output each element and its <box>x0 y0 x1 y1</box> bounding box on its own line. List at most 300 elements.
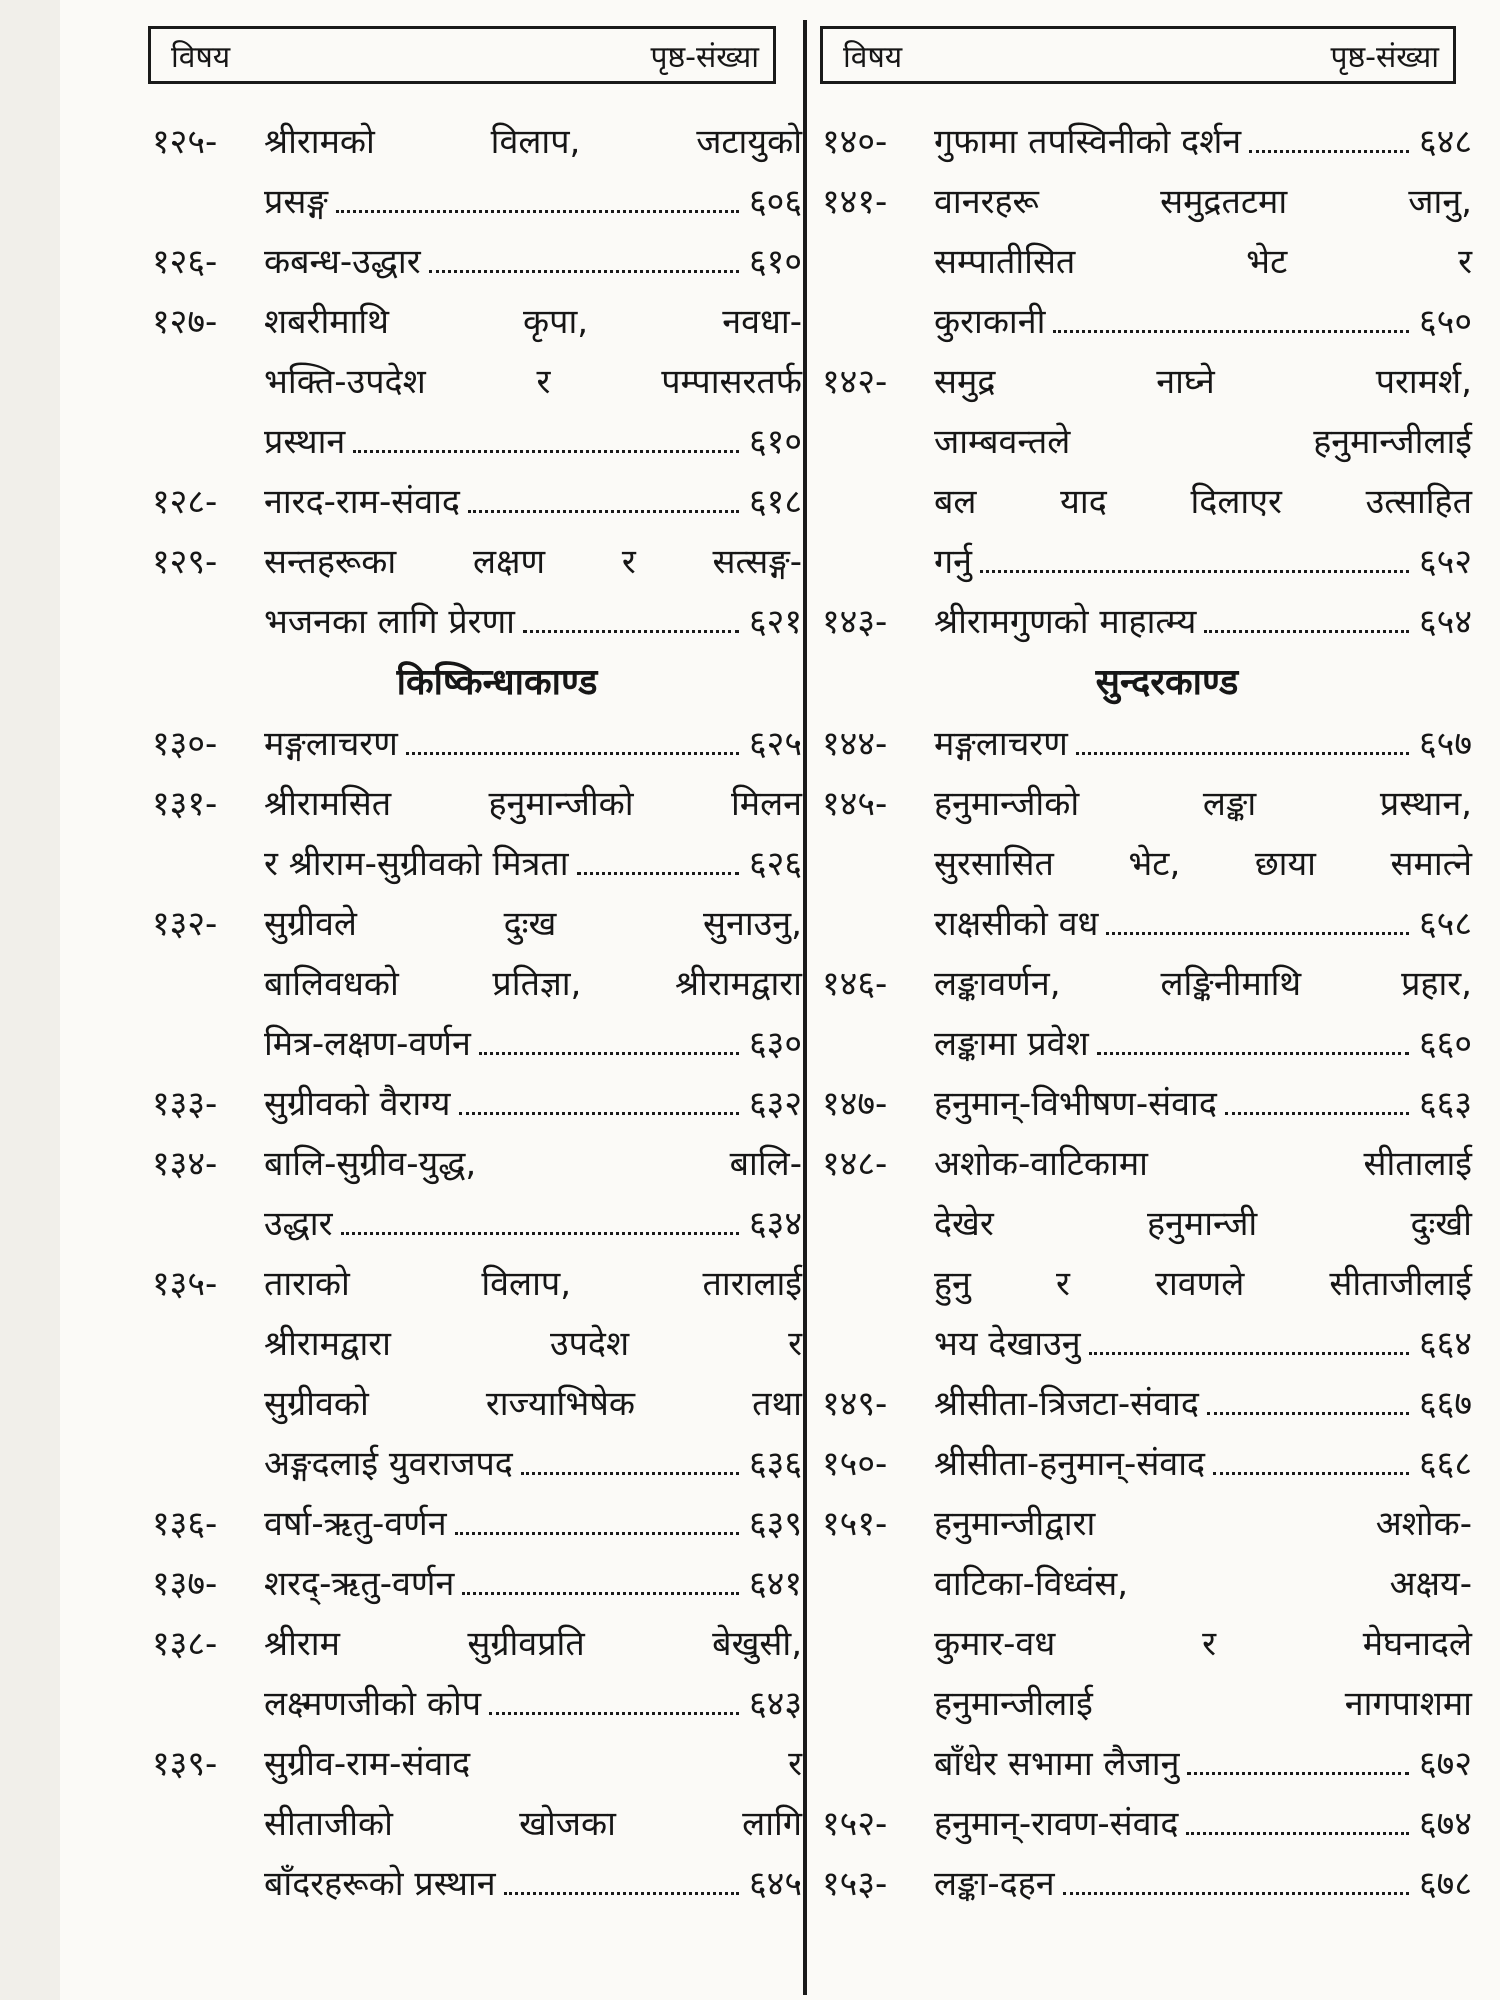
entry-page-number: ६४३ <box>748 1684 802 1724</box>
toc-entry <box>822 1494 1472 1794</box>
entry-text <box>934 954 1472 1074</box>
entry-title-text: कबन्ध-उद्धार <box>264 242 421 282</box>
entry-word: नवधा- <box>722 302 802 342</box>
entry-word: जाम्बवन्तले <box>934 422 1071 462</box>
leader-dots <box>1097 1052 1409 1055</box>
entry-last-line <box>934 592 1472 652</box>
entry-page-number: ६२१ <box>748 602 802 642</box>
entry-text <box>934 592 1472 652</box>
entry-title-line <box>264 1734 802 1794</box>
entry-text <box>264 232 802 292</box>
entry-word: पम्पासरतर्फ <box>661 362 802 402</box>
entry-title-text: प्रसङ्ग <box>264 182 328 222</box>
entry-title-text: र श्रीराम-सुग्रीवको मित्रता <box>264 844 569 884</box>
entry-word: परामर्श, <box>1375 362 1472 402</box>
entry-word: भेट <box>1246 242 1288 282</box>
entry-title-line <box>264 532 802 592</box>
toc-entry <box>822 774 1472 954</box>
entry-number: १५२- <box>822 1804 888 1844</box>
entry-number: १३७- <box>152 1564 218 1604</box>
toc-entry <box>822 172 1472 352</box>
entry-word: सुग्रीवले <box>264 904 357 944</box>
leader-dots <box>577 872 739 875</box>
entry-text <box>934 1374 1472 1434</box>
entry-last-line <box>934 1734 1472 1794</box>
entry-word: नाघ्ने <box>1156 362 1215 402</box>
entry-word: श्रीरामद्वारा <box>674 964 802 1004</box>
entry-word: भेट, <box>1128 844 1181 884</box>
leader-dots <box>353 450 739 453</box>
entry-title-line <box>264 1314 802 1374</box>
entry-title-line <box>264 774 802 834</box>
entry-word: सीताजीलाई <box>1329 1264 1472 1304</box>
entry-word: सुग्रीवप्रति <box>467 1624 585 1664</box>
entry-page-number: ६३९ <box>748 1504 802 1544</box>
leader-dots <box>1089 1352 1409 1355</box>
entry-text <box>934 352 1472 592</box>
entry-word: हनुमान्जीको <box>934 784 1080 824</box>
entry-title-line <box>934 774 1472 834</box>
entry-number: १४६- <box>822 964 888 1004</box>
entry-title-line <box>934 472 1472 532</box>
entry-page-number: ६१० <box>748 422 802 462</box>
entry-number: १४०- <box>822 122 888 162</box>
toc-entry <box>152 1134 802 1254</box>
entry-page-number: ६३४ <box>748 1204 802 1244</box>
entry-word: सुग्रीवको <box>264 1384 369 1424</box>
entry-title-line <box>934 412 1472 472</box>
leader-dots <box>1187 1772 1409 1775</box>
entry-last-line <box>934 1014 1472 1074</box>
toc-entry <box>822 1434 1472 1494</box>
entry-title-line <box>934 1194 1472 1254</box>
leader-dots <box>1106 932 1409 935</box>
entry-last-line <box>264 1494 802 1554</box>
entry-page-number: ६३० <box>748 1024 802 1064</box>
entry-word: सुग्रीव-राम-संवाद <box>264 1744 471 1784</box>
toc-entry <box>152 532 802 652</box>
leader-dots <box>479 1052 739 1055</box>
entry-word: जटायुको <box>696 122 802 162</box>
entry-word: दिलाएर <box>1190 482 1282 522</box>
entry-word: अशोक-वाटिकामा <box>934 1144 1148 1184</box>
entry-number: १४३- <box>822 602 888 642</box>
entry-title-text: भय देखाउनु <box>934 1324 1081 1364</box>
entry-word: श्रीरामको <box>264 122 375 162</box>
entry-title-text: लङ्कामा प्रवेश <box>934 1024 1089 1064</box>
leader-dots <box>455 1532 739 1535</box>
entry-word: वाटिका-विध्वंस, <box>934 1564 1129 1604</box>
leader-dots <box>336 210 739 213</box>
entry-word: रावणले <box>1155 1264 1245 1304</box>
entry-text <box>264 472 802 532</box>
entry-number: १३९- <box>152 1744 218 1784</box>
entry-title-line <box>934 1554 1472 1614</box>
entry-word: हुनु <box>934 1264 971 1304</box>
entry-number: १३८- <box>152 1624 218 1664</box>
toc-entry <box>822 1374 1472 1434</box>
entry-last-line <box>934 714 1472 774</box>
entry-text <box>934 172 1472 352</box>
toc-entry <box>822 1074 1472 1134</box>
entry-text <box>264 1554 802 1614</box>
entry-title-line <box>264 1134 802 1194</box>
entry-last-line <box>264 1074 802 1134</box>
entry-text <box>934 1794 1472 1854</box>
entry-title-text: शरद्-ऋतु-वर्णन <box>264 1564 455 1604</box>
entry-word: बल <box>934 482 977 522</box>
entry-last-line <box>934 1794 1472 1854</box>
entry-title-line <box>934 352 1472 412</box>
entry-page-number: ६२६ <box>748 844 802 884</box>
toc-entry <box>152 714 802 774</box>
leader-dots <box>1213 1472 1409 1475</box>
leader-dots <box>429 270 739 273</box>
entry-number: १४७- <box>822 1084 888 1124</box>
entry-text <box>264 1494 802 1554</box>
right-column-header <box>820 26 1456 84</box>
entry-number: १३५- <box>152 1264 218 1304</box>
leader-dots <box>521 1472 739 1475</box>
leader-dots <box>1204 630 1409 633</box>
entry-last-line <box>934 1434 1472 1494</box>
leader-dots <box>1076 752 1409 755</box>
entry-page-number: ६२५ <box>748 724 802 764</box>
entry-title-line <box>264 1794 802 1854</box>
entry-last-line <box>264 1674 802 1734</box>
entry-page-number: ६१० <box>748 242 802 282</box>
entry-word: अशोक- <box>1375 1504 1472 1544</box>
entry-last-line <box>264 412 802 472</box>
entry-text <box>934 1434 1472 1494</box>
entry-title-line <box>934 1494 1472 1554</box>
entry-title-line <box>264 954 802 1014</box>
entry-number: १४१- <box>822 182 888 222</box>
entry-word: हनुमान्जीलाई <box>934 1684 1093 1724</box>
subject-header-label: विषय <box>843 39 903 75</box>
toc-group <box>152 112 802 652</box>
entry-word: र <box>1056 1264 1070 1304</box>
entry-page-number: ६५२ <box>1418 542 1472 582</box>
entry-number: १४२- <box>822 362 888 402</box>
entry-text <box>934 112 1472 172</box>
toc-group <box>822 714 1472 1914</box>
entry-word: सीताजीको <box>264 1804 393 1844</box>
entry-last-line <box>264 232 802 292</box>
entry-last-line <box>934 532 1472 592</box>
entry-word: नागपाशमा <box>1344 1684 1472 1724</box>
entry-word: तथा <box>752 1384 802 1424</box>
entry-title-line <box>264 352 802 412</box>
entry-title-text: हनुमान्-विभीषण-संवाद <box>934 1084 1217 1124</box>
entry-last-line <box>934 894 1472 954</box>
entry-word: मिलन <box>730 784 802 824</box>
entry-text <box>264 1134 802 1254</box>
entry-number: १३०- <box>152 724 218 764</box>
toc-entry <box>822 1794 1472 1854</box>
entry-page-number: ६५८ <box>1418 904 1472 944</box>
entry-word: लङ्का <box>1202 784 1257 824</box>
entry-title-text: नारद-राम-संवाद <box>264 482 460 522</box>
entry-number: १३२- <box>152 904 218 944</box>
entry-title-text: लङ्का-दहन <box>934 1864 1055 1904</box>
entry-title-text: गर्नु <box>934 542 973 582</box>
entry-word: वानरहरू <box>934 182 1039 222</box>
book-page <box>60 0 1500 2000</box>
entry-number: १२९- <box>152 542 218 582</box>
toc-entry <box>152 472 802 532</box>
toc-group <box>822 112 1472 652</box>
entry-text <box>934 1494 1472 1794</box>
entry-word: श्रीराम <box>264 1624 340 1664</box>
entry-title-line <box>934 1614 1472 1674</box>
entry-last-line <box>264 1854 802 1914</box>
entry-word: बेखुसी, <box>712 1624 802 1664</box>
entry-word: बालि- <box>729 1144 802 1184</box>
entry-last-line <box>264 172 802 232</box>
entry-title-line <box>264 1254 802 1314</box>
toc-entry <box>152 232 802 292</box>
entry-title-text: गुफामा तपस्विनीको दर्शन <box>934 122 1242 162</box>
entry-number: १४५- <box>822 784 888 824</box>
entry-word: प्रतिज्ञा, <box>492 964 582 1004</box>
entry-page-number: ६१८ <box>748 482 802 522</box>
entry-word: र <box>621 542 636 582</box>
entry-text <box>934 1854 1472 1914</box>
toc-entry <box>822 954 1472 1074</box>
entry-last-line <box>264 1194 802 1254</box>
entry-number: १३४- <box>152 1144 218 1184</box>
entry-word: प्रहार, <box>1401 964 1472 1004</box>
entry-word: लङ्किनीमाथि <box>1160 964 1302 1004</box>
entry-word: अक्षय- <box>1389 1564 1472 1604</box>
entry-page-number: ६०६ <box>748 182 802 222</box>
entry-title-text: श्रीसीता-हनुमान्-संवाद <box>934 1444 1206 1484</box>
entry-word: राज्याभिषेक <box>485 1384 636 1424</box>
entry-word: प्रस्थान, <box>1379 784 1472 824</box>
entry-page-number: ६५४ <box>1418 602 1472 642</box>
entry-last-line <box>264 592 802 652</box>
entry-page-number: ६७४ <box>1418 1804 1472 1844</box>
left-toc-column <box>152 112 802 1914</box>
entry-number: १२८- <box>152 482 218 522</box>
entry-word: हनुमान्जीलाई <box>1313 422 1472 462</box>
entry-word: कुमार-वध <box>934 1624 1056 1664</box>
entry-title-line <box>934 232 1472 292</box>
entry-page-number: ६३६ <box>748 1444 802 1484</box>
entry-page-number: ६४१ <box>748 1564 802 1604</box>
entry-title-line <box>264 112 802 172</box>
leader-dots <box>489 1712 739 1715</box>
entry-title-line <box>264 292 802 352</box>
entry-word: भक्ति-उपदेश <box>264 362 426 402</box>
entry-number: १५०- <box>822 1444 888 1484</box>
entry-title-text: श्रीरामगुणको माहात्म्य <box>934 602 1197 642</box>
entry-text <box>264 714 802 774</box>
entry-word: र <box>1202 1624 1216 1664</box>
entry-number: १२६- <box>152 242 218 282</box>
page-number-header-label: पृष्ठ-संख्या <box>1330 39 1439 75</box>
entry-last-line <box>264 472 802 532</box>
leader-dots <box>1063 1892 1409 1895</box>
leader-dots <box>462 1592 739 1595</box>
entry-text <box>264 1254 802 1494</box>
leader-dots <box>468 510 739 513</box>
leader-dots <box>504 1892 739 1895</box>
entry-last-line <box>934 1314 1472 1374</box>
entry-number: १२७- <box>152 302 218 342</box>
toc-entry <box>822 1854 1472 1914</box>
entry-title-text: प्रस्थान <box>264 422 346 462</box>
entry-page-number: ६५० <box>1418 302 1472 342</box>
toc-entry <box>152 1494 802 1554</box>
entry-number: १५३- <box>822 1864 888 1904</box>
column-divider <box>803 20 807 1995</box>
entry-text <box>264 112 802 232</box>
entry-last-line <box>934 112 1472 172</box>
toc-entry <box>152 112 802 232</box>
entry-title-line <box>934 1134 1472 1194</box>
entry-word: समुद्रतटमा <box>1160 182 1288 222</box>
right-toc-column <box>822 112 1472 1914</box>
entry-last-line <box>264 834 802 894</box>
entry-last-line <box>264 1434 802 1494</box>
entry-word: देखेर <box>934 1204 994 1244</box>
entry-page-number: ६४५ <box>748 1864 802 1904</box>
entry-text <box>264 1074 802 1134</box>
entry-title-text: लक्ष्मणजीको कोप <box>264 1684 482 1724</box>
entry-last-line <box>934 292 1472 352</box>
entry-title-line <box>934 1254 1472 1314</box>
entry-word: हनुमान्जीको <box>488 784 634 824</box>
entry-title-text: मित्र-लक्षण-वर्णन <box>264 1024 471 1064</box>
section-title-kishkindha: किष्किन्धाकाण्ड <box>396 662 598 703</box>
entry-word: कृपा, <box>523 302 589 342</box>
leader-dots <box>1207 1412 1409 1415</box>
entry-word: र <box>788 1324 802 1364</box>
entry-last-line <box>264 1014 802 1074</box>
entry-title-text: मङ्गलाचरण <box>264 724 398 764</box>
entry-word: शबरीमाथि <box>264 302 389 342</box>
leader-dots <box>459 1112 739 1115</box>
entry-title-line <box>934 172 1472 232</box>
entry-title-line <box>934 834 1472 894</box>
entry-text <box>934 774 1472 954</box>
entry-word: सम्पातीसित <box>934 242 1076 282</box>
entry-title-text: राक्षसीको वध <box>934 904 1099 944</box>
entry-title-line <box>264 1614 802 1674</box>
entry-word: र <box>788 1744 802 1784</box>
leader-dots <box>980 570 1409 573</box>
entry-word: दुःख <box>503 904 557 944</box>
entry-page-number: ६७८ <box>1418 1864 1472 1904</box>
entry-word: बालि-सुग्रीव-युद्ध, <box>264 1144 477 1184</box>
entry-word: सीतालाई <box>1363 1144 1472 1184</box>
entry-word: सुरसासित <box>934 844 1054 884</box>
entry-word: लागि <box>742 1804 802 1844</box>
entry-word: हनुमान्जी <box>1147 1204 1258 1244</box>
toc-entry <box>152 1734 802 1914</box>
entry-page-number: ६६८ <box>1418 1444 1472 1484</box>
entry-text <box>264 292 802 472</box>
entry-number: १५१- <box>822 1504 888 1544</box>
section-title-sundara: सुन्दरकाण्ड <box>1095 662 1239 703</box>
entry-title-line <box>264 894 802 954</box>
entry-number: १३१- <box>152 784 218 824</box>
leader-dots <box>1225 1112 1409 1115</box>
entry-page-number: ६५७ <box>1418 724 1472 764</box>
entry-word: याद <box>1060 482 1107 522</box>
entry-word: लङ्कावर्णन, <box>934 964 1061 1004</box>
entry-word: समुद्र <box>934 362 996 402</box>
toc-entry <box>822 1134 1472 1374</box>
entry-word: श्रीरामद्वारा <box>264 1324 391 1364</box>
entry-text <box>264 1734 802 1914</box>
entry-word: छाया <box>1254 844 1316 884</box>
entry-word: सन्तहरूका <box>264 542 397 582</box>
entry-title-text: उद्धार <box>264 1204 333 1244</box>
entry-word: ताराको <box>264 1264 350 1304</box>
entry-page-number: ६७२ <box>1418 1744 1472 1784</box>
toc-entry <box>152 1614 802 1734</box>
entry-last-line <box>934 1374 1472 1434</box>
leader-dots <box>1186 1832 1409 1835</box>
entry-last-line <box>934 1074 1472 1134</box>
entry-number: १३६- <box>152 1504 218 1544</box>
entry-word: बालिवधको <box>264 964 399 1004</box>
entry-last-line <box>934 1854 1472 1914</box>
toc-entry <box>152 1074 802 1134</box>
entry-word: र <box>536 362 551 402</box>
leader-dots <box>406 752 739 755</box>
left-column-header <box>148 26 776 84</box>
entry-text <box>934 1134 1472 1374</box>
entry-text <box>934 1074 1472 1134</box>
entry-text <box>264 532 802 652</box>
entry-number: १३३- <box>152 1084 218 1124</box>
entry-page-number: ६३२ <box>748 1084 802 1124</box>
entry-number: १४८- <box>822 1144 888 1184</box>
entry-page-number: ६४८ <box>1418 122 1472 162</box>
page-number-header-label: पृष्ठ-संख्या <box>650 39 759 75</box>
entry-title-text: भजनका लागि प्रेरणा <box>264 602 515 642</box>
toc-entry <box>152 292 802 472</box>
entry-last-line <box>264 714 802 774</box>
entry-title-text: बाँधेर सभामा लैजानु <box>934 1744 1180 1784</box>
toc-entry <box>152 774 802 894</box>
leader-dots <box>1249 150 1409 153</box>
toc-entry <box>152 1254 802 1494</box>
entry-word: विलाप, <box>481 1264 572 1304</box>
entry-word: सत्सङ्ग- <box>712 542 802 582</box>
entry-word: लक्षण <box>473 542 546 582</box>
leader-dots <box>1053 330 1409 333</box>
entry-number: १२५- <box>152 122 218 162</box>
entry-title-text: श्रीसीता-त्रिजटा-संवाद <box>934 1384 1199 1424</box>
subject-header-label: विषय <box>171 39 231 75</box>
entry-text <box>934 714 1472 774</box>
entry-title-text: सुग्रीवको वैराग्य <box>264 1084 451 1124</box>
toc-group <box>152 714 802 1914</box>
entry-number: १४९- <box>822 1384 888 1424</box>
entry-word: सुनाउनु, <box>703 904 802 944</box>
entry-page-number: ६६४ <box>1418 1324 1472 1364</box>
entry-word: समात्ने <box>1390 844 1472 884</box>
entry-title-text: अङ्गदलाई युवराजपद <box>264 1444 513 1484</box>
entry-word: मेघनादले <box>1362 1624 1472 1664</box>
entry-title-line <box>264 1374 802 1434</box>
entry-word: र <box>1458 242 1472 282</box>
